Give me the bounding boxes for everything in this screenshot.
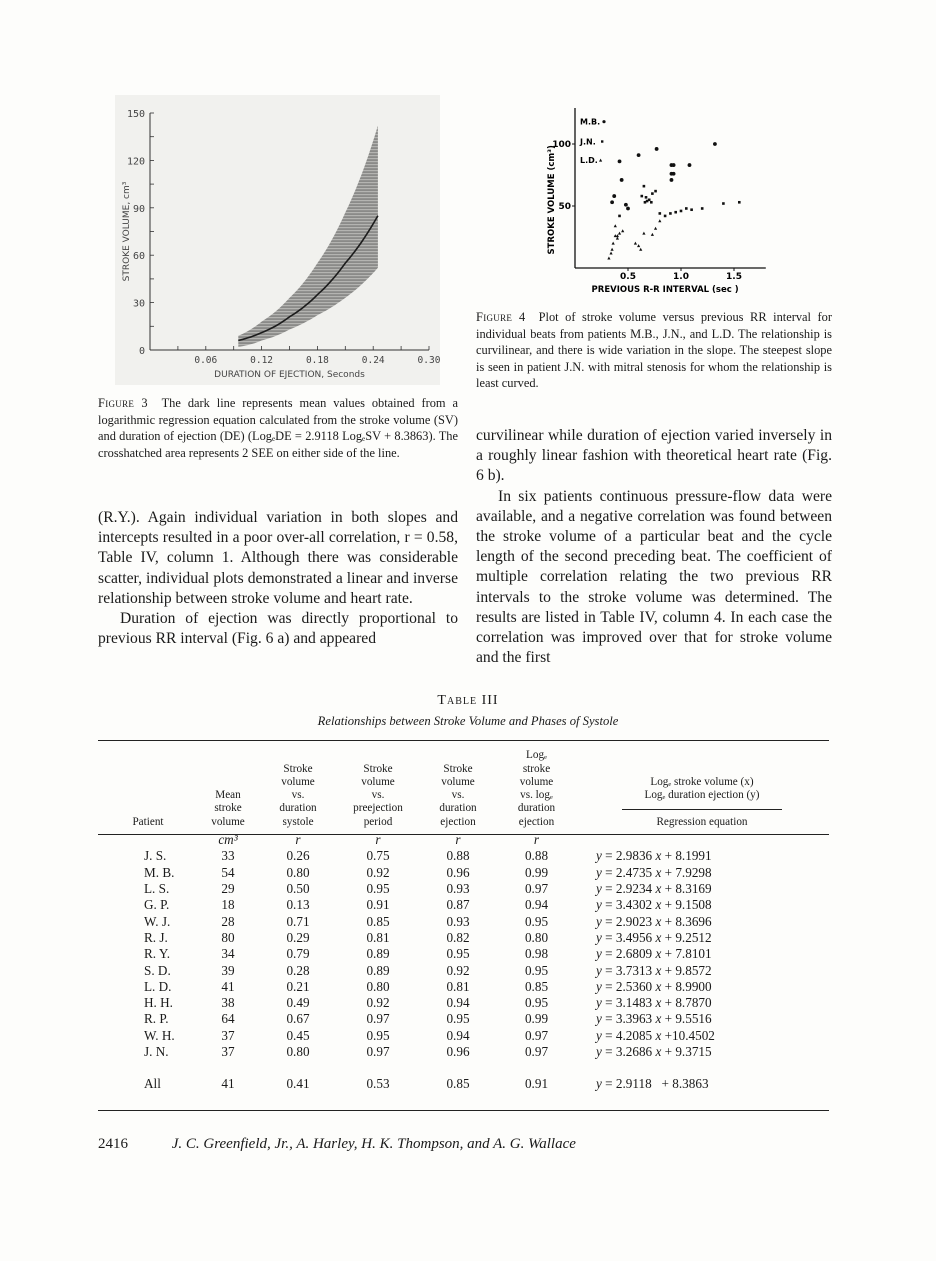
value-cell: 0.92 bbox=[446, 962, 470, 978]
patient-cell: J. S. bbox=[144, 848, 167, 864]
equation-cell: y = 2.9118 + 8.3863 bbox=[596, 1076, 709, 1092]
header-line: ejection bbox=[440, 815, 476, 828]
equation-cell: y = 4.2085 x +10.4502 bbox=[596, 1027, 715, 1043]
header-sv-duration-systole bbox=[258, 748, 338, 832]
value-cell: 0.26 bbox=[286, 848, 310, 864]
value-cell: 0.45 bbox=[286, 1027, 310, 1043]
x-tick-label: 0.12 bbox=[250, 355, 274, 366]
header-line: Stroke bbox=[283, 762, 313, 775]
data-point bbox=[634, 242, 637, 245]
data-point bbox=[713, 142, 717, 146]
value-cell: 0.95 bbox=[366, 1027, 390, 1043]
value-cell: 0.80 bbox=[524, 929, 549, 945]
patient-cell: R. J. bbox=[144, 929, 168, 945]
data-point bbox=[621, 229, 624, 232]
left-column-text bbox=[98, 508, 458, 649]
header-line: Stroke bbox=[363, 762, 393, 775]
data-point bbox=[651, 233, 654, 236]
data-point bbox=[646, 200, 649, 203]
figure-3-caption bbox=[98, 395, 458, 461]
value-cell: 0.88 bbox=[524, 848, 549, 864]
data-point bbox=[612, 242, 615, 245]
confidence-band bbox=[238, 126, 378, 347]
header-line: stroke bbox=[214, 802, 242, 815]
patient-cell: R. P. bbox=[144, 1011, 169, 1027]
data-point bbox=[674, 211, 677, 214]
value-cell: 80 bbox=[221, 929, 235, 945]
patient-cell: M. B. bbox=[144, 864, 175, 880]
legend-entry: L.D. bbox=[580, 156, 598, 166]
value-cell: 0.99 bbox=[524, 864, 549, 880]
value-cell: 0.50 bbox=[286, 881, 310, 897]
header-line: vs. logₑ bbox=[520, 789, 553, 802]
legend-entry: J.N. bbox=[580, 137, 596, 147]
data-point bbox=[607, 256, 610, 259]
figure-4-caption-text: Plot of stroke volume versus previous RR interval for individual beats from patients M.B., J.N., and L.D. The relationship is curvilinear, and there is wide variation in the slope. The steepest slope is seen in patient J.N. with mitral stenosis for whom the relationship is least curved. bbox=[476, 310, 832, 390]
y-tick-label: 50 bbox=[558, 202, 571, 212]
value-cell: 0.95 bbox=[524, 962, 549, 978]
header-line: duration bbox=[517, 802, 556, 815]
patient-cell: L. S. bbox=[144, 881, 170, 897]
value-cell: 37 bbox=[221, 1044, 235, 1059]
value-cell: 0.87 bbox=[446, 897, 470, 913]
data-point bbox=[701, 207, 704, 210]
header-line: duration bbox=[279, 802, 317, 815]
value-cell: 0.81 bbox=[446, 978, 470, 994]
data-point bbox=[611, 248, 614, 251]
header-line: vs. bbox=[371, 789, 385, 802]
x-axis-label: DURATION OF EJECTION, Seconds bbox=[214, 370, 365, 380]
data-point bbox=[672, 172, 676, 176]
x-tick-label: 0.5 bbox=[620, 272, 636, 282]
value-cell: 39 bbox=[221, 962, 235, 978]
table-row bbox=[98, 865, 829, 881]
x-tick-label: 0.06 bbox=[194, 355, 218, 366]
table-row bbox=[98, 881, 829, 897]
patient-cell: H. H. bbox=[144, 995, 173, 1011]
eq-header-y: Logₑ duration ejection (y) bbox=[622, 789, 782, 809]
value-cell: 0.80 bbox=[286, 1044, 310, 1059]
value-cell: 0.88 bbox=[446, 848, 470, 864]
value-cell: 0.49 bbox=[286, 995, 310, 1011]
data-point bbox=[664, 215, 667, 218]
eq-header-label: Regression equation bbox=[656, 815, 748, 828]
header-line: volume bbox=[519, 775, 554, 788]
header-line: volume bbox=[211, 815, 245, 828]
table-row bbox=[98, 848, 829, 864]
y-tick-label: 100 bbox=[552, 140, 571, 150]
table-3 bbox=[98, 748, 829, 1092]
table-bottom-rule bbox=[98, 1110, 829, 1111]
value-cell: 0.97 bbox=[524, 1027, 549, 1043]
value-cell: 0.67 bbox=[286, 1011, 310, 1027]
table-row bbox=[98, 946, 829, 962]
value-cell: 33 bbox=[221, 848, 235, 864]
figure-3-plot bbox=[115, 95, 440, 385]
value-cell: 0.99 bbox=[524, 1011, 549, 1027]
value-cell: 0.85 bbox=[524, 978, 549, 994]
data-point bbox=[626, 207, 630, 211]
y-axis-label: STROKE VOLUME, cm³ bbox=[122, 181, 132, 282]
value-cell: 0.85 bbox=[446, 1076, 470, 1092]
table-top-rule bbox=[98, 740, 829, 741]
value-cell: 0.79 bbox=[286, 946, 310, 962]
equation-cell: y = 3.3963 x + 9.5516 bbox=[596, 1011, 712, 1027]
value-cell: 28 bbox=[221, 913, 235, 929]
equation-cell: y = 2.6809 x + 7.8101 bbox=[596, 946, 712, 962]
value-cell: 0.93 bbox=[446, 913, 470, 929]
value-cell: 0.80 bbox=[286, 864, 310, 880]
x-tick-label: 1.0 bbox=[673, 272, 689, 282]
header-sv-duration-ejection bbox=[418, 748, 498, 832]
data-point bbox=[614, 224, 617, 227]
value-cell: 0.75 bbox=[366, 848, 390, 864]
patient-cell: W. H. bbox=[144, 1027, 175, 1043]
header-line: stroke bbox=[522, 762, 551, 775]
page-number: 2416 bbox=[98, 1136, 128, 1152]
header-line: vs. bbox=[451, 789, 465, 802]
table-row bbox=[98, 897, 829, 913]
value-cell: 0.28 bbox=[286, 962, 310, 978]
value-cell: 0.91 bbox=[366, 897, 390, 913]
y-tick-label: 30 bbox=[132, 298, 145, 310]
header-line: period bbox=[363, 815, 393, 828]
data-point bbox=[688, 163, 692, 167]
data-point bbox=[637, 244, 640, 247]
value-cell: 0.95 bbox=[366, 881, 390, 897]
value-cell: 38 bbox=[221, 995, 235, 1011]
data-point bbox=[645, 196, 648, 199]
equation-cell: y = 3.4956 x + 9.2512 bbox=[596, 929, 712, 945]
value-cell: 0.95 bbox=[524, 995, 549, 1011]
data-point bbox=[654, 227, 657, 230]
header-line: preejection bbox=[353, 802, 403, 815]
paragraph: Duration of ejection was directly proportional to previous RR interval (Fig. 6 a) and appeared bbox=[98, 610, 458, 648]
data-point bbox=[639, 248, 642, 251]
equation-cell: y = 3.4302 x + 9.1508 bbox=[596, 897, 712, 913]
unit-cell: r bbox=[455, 832, 461, 848]
value-cell: 64 bbox=[221, 1011, 235, 1027]
value-cell: 0.92 bbox=[366, 864, 390, 880]
header-log-sv-log-ejection bbox=[498, 748, 575, 832]
value-cell: 0.21 bbox=[286, 978, 310, 994]
value-cell: 0.92 bbox=[366, 995, 390, 1011]
unit-cell: r bbox=[533, 832, 540, 848]
data-point bbox=[658, 219, 661, 222]
figure-3-chart bbox=[115, 95, 440, 385]
figure-4-caption bbox=[476, 309, 832, 392]
table-row bbox=[98, 1060, 829, 1092]
data-point bbox=[659, 212, 662, 215]
paragraph: (R.Y.). Again individual variation in both slopes and intercepts resulted in a poor over-all correlation, r = 0.58, Table IV, column 1. Although there was considerable scatter, individual plots demonstrated a linear and inverse relationship between stroke volume and heart rate. bbox=[98, 509, 458, 607]
table-row bbox=[98, 930, 829, 946]
equation-cell: y = 2.9836 x + 8.1991 bbox=[596, 848, 712, 864]
patient-cell: All bbox=[144, 1076, 161, 1092]
unit-cell bbox=[575, 832, 829, 848]
patient-cell: R. Y. bbox=[144, 946, 171, 962]
data-point bbox=[654, 190, 657, 193]
table-row bbox=[98, 1011, 829, 1027]
value-cell: 0.97 bbox=[366, 1011, 390, 1027]
x-tick-label: 0.30 bbox=[417, 355, 440, 366]
value-cell: 34 bbox=[221, 946, 235, 962]
data-point bbox=[612, 194, 616, 198]
equation-cell: y = 2.5360 x + 8.9900 bbox=[596, 978, 712, 994]
page-footer bbox=[98, 1136, 576, 1153]
paragraph: In six patients continuous pressure-flow data were available, and a negative correlation was found between the stroke volume of a particular beat and the cycle length of the second preceding beat. The coefficient of multiple correlation relating the two previous RR intervals to the stroke volume was determined. The results are listed in Table IV, column 4. In each case the correlation was improved over that for stroke volume and the first bbox=[476, 487, 832, 667]
unit-cell bbox=[98, 832, 198, 848]
unit-cell: r bbox=[375, 832, 381, 848]
header-line: volume bbox=[281, 775, 315, 788]
data-point bbox=[618, 232, 621, 235]
figure-3-caption-text: The dark line represents mean values obtained from a logarithmic regression equation calculated from the stroke volume (SV) and duration of ejection (DE) (LogₑDE = 2.9118 LogₑSV + 8.3863). The crosshatched area represents 2 SEE on either side of the line. bbox=[98, 396, 458, 460]
header-line: Logₑ bbox=[526, 749, 547, 762]
table-row bbox=[98, 1044, 829, 1060]
unit-cell: r bbox=[295, 832, 301, 848]
legend-entry: M.B. bbox=[580, 117, 601, 127]
patient-cell: G. P. bbox=[144, 897, 170, 913]
data-point bbox=[738, 201, 741, 204]
data-point bbox=[650, 201, 653, 204]
value-cell: 0.95 bbox=[446, 946, 470, 962]
data-point bbox=[620, 178, 624, 182]
data-point bbox=[640, 195, 643, 198]
equation-cell: y = 2.9023 x + 8.3696 bbox=[596, 913, 712, 929]
patient-cell: W. J. bbox=[144, 913, 171, 929]
figure-4-chart bbox=[540, 100, 780, 300]
data-point bbox=[680, 210, 683, 213]
header-line: Stroke bbox=[443, 762, 473, 775]
table-row bbox=[98, 1028, 829, 1044]
x-tick-label: 0.24 bbox=[361, 355, 385, 366]
table-row bbox=[98, 979, 829, 995]
value-cell: 0.95 bbox=[524, 913, 549, 929]
header-patient: Patient bbox=[132, 815, 164, 828]
equation-cell: y = 3.1483 x + 8.7870 bbox=[596, 995, 712, 1011]
paragraph: curvilinear while duration of ejection varied inversely in a roughly linear fashion with theoretical heart rate (Fig. 6 b). bbox=[476, 427, 832, 485]
header-regression-equation bbox=[575, 748, 829, 832]
value-cell: 0.96 bbox=[446, 1044, 470, 1059]
figure-4-plot bbox=[540, 100, 780, 300]
patient-cell: L. D. bbox=[144, 978, 172, 994]
header-mean-stroke-volume bbox=[198, 748, 258, 832]
header-line: systole bbox=[282, 815, 314, 828]
data-point bbox=[655, 147, 659, 151]
patient-cell: J. N. bbox=[144, 1044, 169, 1059]
units-row bbox=[98, 832, 829, 848]
y-tick-label: 120 bbox=[126, 156, 145, 168]
x-axis-label: PREVIOUS R-R INTERVAL (sec ) bbox=[591, 285, 739, 295]
unit-cell: cm³ bbox=[218, 832, 238, 848]
value-cell: 0.71 bbox=[286, 913, 310, 929]
header-line: volume bbox=[361, 775, 395, 788]
data-point bbox=[685, 207, 688, 210]
table-subtitle: Relationships between Stroke Volume and Phases of Systole bbox=[317, 714, 619, 728]
value-cell: 0.85 bbox=[366, 913, 390, 929]
header-line: duration bbox=[439, 802, 477, 815]
data-point bbox=[643, 185, 646, 188]
table-row bbox=[98, 995, 829, 1011]
value-cell: 0.89 bbox=[366, 946, 390, 962]
value-cell: 0.29 bbox=[286, 929, 310, 945]
header-line: vs. bbox=[291, 789, 305, 802]
data-point bbox=[618, 215, 621, 218]
equation-cell: y = 2.9234 x + 8.3169 bbox=[596, 881, 712, 897]
value-cell: 0.96 bbox=[446, 864, 470, 880]
value-cell: 41 bbox=[221, 1076, 235, 1092]
table-title: Table III bbox=[437, 693, 499, 708]
value-cell: 41 bbox=[221, 978, 235, 994]
y-tick-label: 150 bbox=[126, 109, 145, 120]
y-tick-label: 0 bbox=[138, 346, 145, 357]
value-cell: 0.94 bbox=[446, 1027, 470, 1043]
data-point bbox=[670, 178, 674, 182]
data-point bbox=[722, 202, 725, 205]
figure-4-label: Figure 4 bbox=[476, 310, 526, 324]
eq-header-x: Logₑ stroke volume (x) bbox=[650, 776, 754, 789]
value-cell: 37 bbox=[221, 1027, 235, 1043]
value-cell: 18 bbox=[221, 897, 235, 913]
header-line: ejection bbox=[518, 815, 555, 828]
data-point bbox=[624, 203, 628, 207]
value-cell: 54 bbox=[221, 864, 235, 880]
figure-3-label: Figure 3 bbox=[98, 396, 148, 410]
header-line: volume bbox=[441, 775, 475, 788]
patient-cell: S. D. bbox=[144, 962, 171, 978]
table-row bbox=[98, 962, 829, 978]
x-tick-label: 0.18 bbox=[305, 355, 329, 366]
data-point bbox=[610, 200, 614, 204]
value-cell: 0.94 bbox=[524, 897, 549, 913]
data-point bbox=[609, 252, 612, 255]
data-point bbox=[672, 163, 676, 167]
authors: J. C. Greenfield, Jr., A. Harley, H. K. Thompson, and A. G. Wallace bbox=[171, 1136, 576, 1152]
value-cell: 0.91 bbox=[524, 1076, 549, 1092]
y-tick-label: 60 bbox=[132, 251, 145, 263]
value-cell: 0.53 bbox=[366, 1076, 390, 1092]
table-row bbox=[98, 913, 829, 929]
value-cell: 0.97 bbox=[524, 881, 549, 897]
value-cell: 0.97 bbox=[366, 1044, 390, 1059]
data-point bbox=[637, 153, 641, 157]
data-point bbox=[651, 192, 654, 195]
data-point bbox=[618, 159, 622, 163]
header-sv-preejection bbox=[338, 748, 418, 832]
value-cell: 0.13 bbox=[286, 897, 310, 913]
value-cell: 0.80 bbox=[366, 978, 390, 994]
value-cell: 0.97 bbox=[524, 1044, 549, 1059]
table-body bbox=[98, 832, 829, 1092]
x-tick-label: 1.5 bbox=[726, 272, 742, 282]
value-cell: 0.93 bbox=[446, 881, 470, 897]
value-cell: 0.89 bbox=[366, 962, 390, 978]
equation-cell: y = 3.7313 x + 9.8572 bbox=[596, 962, 712, 978]
data-point bbox=[642, 232, 645, 235]
value-cell: 0.82 bbox=[446, 929, 470, 945]
equation-cell: y = 3.2686 x + 9.3715 bbox=[596, 1044, 712, 1059]
y-tick-label: 90 bbox=[132, 203, 145, 215]
value-cell: 0.98 bbox=[524, 946, 549, 962]
value-cell: 0.94 bbox=[446, 995, 470, 1011]
right-column-text bbox=[476, 426, 832, 668]
data-point bbox=[690, 208, 693, 211]
value-cell: 29 bbox=[221, 881, 235, 897]
equation-cell: y = 2.4735 x + 7.9298 bbox=[596, 864, 712, 880]
header-line: Mean bbox=[215, 789, 241, 802]
value-cell: 0.81 bbox=[366, 929, 390, 945]
data-point bbox=[669, 212, 672, 215]
value-cell: 0.95 bbox=[446, 1011, 470, 1027]
value-cell: 0.41 bbox=[286, 1076, 310, 1092]
y-axis-label: STROKE VOLUME (cm³) bbox=[547, 145, 557, 255]
